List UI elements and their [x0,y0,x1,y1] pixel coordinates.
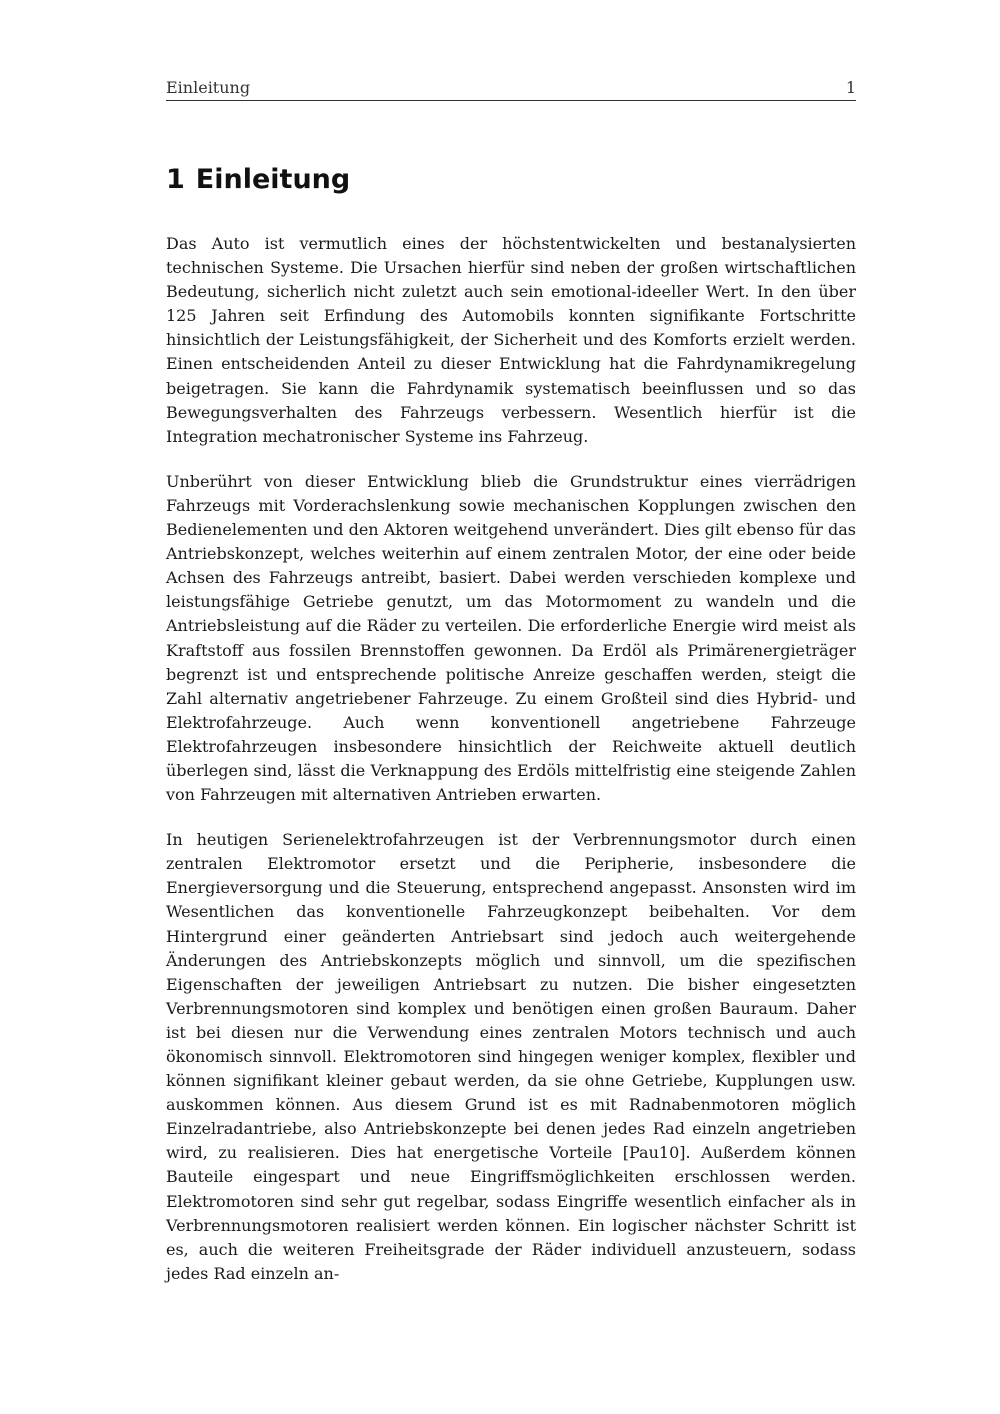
page-number: 1 [845,78,856,97]
chapter-title: Einleitung [195,164,351,195]
document-page [166,0,856,1414]
paragraph-3: In heutigen Serienelektrofahrzeugen ist der Verbrennungsmotor durch einen zentralen Elektromotor ersetzt und die Peripherie, insbesondere die Energieversorgung und die Steuerung, entsprechend angepasst. Ansonsten wird im Wesentlichen das konventionelle Fahrzeugkonzept beibehalten. Vor dem Hintergrund einer geänderten Antriebsart sind jedoch auch weitergehende Änderungen des Antriebskonzepts möglich und sinnvoll, um die spezifischen Eigenschaften der jeweiligen Antriebsart zu nutzen. Die bisher eingesetzten Verbrennungsmotoren sind komplex und benötigen einen großen Bauraum. Daher ist bei diesen nur die Verwendung eines zentralen Motors technisch und auch ökonomisch sinnvoll. Elektromotoren sind hingegen weniger komplex, flexibler und können signifikant kleiner gebaut werden, da sie ohne Getriebe, Kupplungen usw. auskommen können. Aus diesem Grund ist es mit Radnabenmotoren möglich Einzelradantriebe, also Antriebskonzepte bei denen jedes Rad einzeln angetrieben wird, zu realisieren. Dies hat energetische Vorteile [Pau10]. Außerdem können Bauteile eingespart und neue Eingriffsmöglichkeiten erschlossen werden. Elektromotoren sind sehr gut regelbar, sodass Eingriffe wesentlich einfacher als in Verbrennungsmotoren realisiert werden können. Ein logischer nächster Schritt ist es, auch die weiteren Freiheitsgrade der Räder individuell anzusteuern, sodass jedes Rad einzeln an- [166,830,856,1283]
body-text [166,232,856,1307]
chapter-number: 1 [166,164,185,195]
paragraph-2: Unberührt von dieser Entwicklung blieb die Grundstruktur eines vierrädrigen Fahrzeugs mit Vorderachslenkung sowie mechanischen Kopplungen zwischen den Bedienelementen und den Aktoren weitgehend unverändert. Dies gilt ebenso für das Antriebskonzept, welches weiterhin auf einem zentralen Motor, der eine oder beide Achsen des Fahrzeugs antreibt, basiert. Dabei werden verschieden komplexe und leistungsfähige Getriebe genutzt, um das Motormoment zu wandeln und die Antriebsleistung auf die Räder zu verteilen. Die erforderliche Energie wird meist als Kraftstoff aus fossilen Brennstoffen gewonnen. Da Erdöl als Primärenergieträger begrenzt ist und entsprechende politische Anreize geschaffen werden, steigt die Zahl alternativ angetriebener Fahrzeuge. Zu einem Großteil sind dies Hybrid- und Elektrofahrzeuge. Auch wenn konventionell angetriebene Fahrzeuge Elektrofahrzeugen insbesondere hinsichtlich der Reichweite aktuell deutlich überlegen sind, lässt die Verknappung des Erdöls mittelfristig eine steigende Zahlen von Fahrzeugen mit alternativen Antrieben erwarten. [166,471,856,805]
running-header [166,78,856,101]
chapter-heading [166,162,350,198]
running-header-title: Einleitung [166,78,251,97]
paragraph-1: Das Auto ist vermutlich eines der höchstentwickelten und bestanalysierten technischen Systeme. Die Ursachen hierfür sind neben der großen wirtschaftlichen Bedeutung, sicherlich nicht zuletzt auch sein emotional-ideeller Wert. In den über 125 Jahren seit Erfindung des Automobils konnten signifikante Fortschritte hinsichtlich der Leistungsfähigkeit, der Sicherheit und des Komforts erzielt werden. Einen entscheidenden Anteil zu dieser Entwicklung hat die Fahrdynamikregelung beigetragen. Sie kann die Fahrdynamik systematisch beeinflussen und so das Bewegungsverhalten des Fahrzeugs verbessern. Wesentlich hierfür ist die Integration mechatronischer Systeme ins Fahrzeug. [166,234,856,446]
